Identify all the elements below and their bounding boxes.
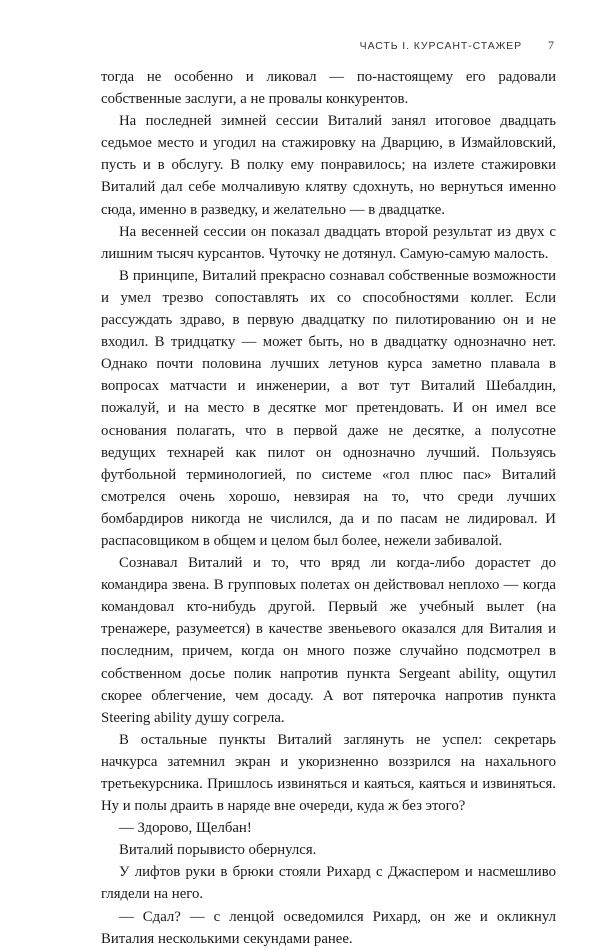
paragraph: У лифтов руки в брюки стояли Рихард с Джаспером и насмешливо глядели на него. <box>101 864 556 903</box>
paragraph: На последней зимней сессии Виталий занял итоговое двадцать седьмое место и угодил на стажировку на Дварцию, в Измайловский, пусть и в обслугу. В полку ему понравилось; на излете стажировки Виталий дал себе молчаливую клятву сдохнуть, но вернуться именно сюда, именно в разведку, и желательно — в двадцатке. <box>101 113 556 218</box>
body-text <box>101 66 556 950</box>
paragraph: Сознавал Виталий и то, что вряд ли когда-либо дорастет до командира звена. В групповых полетах он действовал неплохо — когда командовал кто-нибудь другой. Первый же учебный вылет (на тренажере, разумеется) в качестве звеньевого оказался для Виталия и последним, причем, когда он много позже случайно подсмотрел в собственном досье полик напротив пункта Sergeant ability, ощутил скорее облегчение, чем досаду. А вот пятерочка напротив пункта Steering ability душу согрела. <box>101 555 556 726</box>
paragraph: В принципе, Виталий прекрасно сознавал собственные возможности и умел трезво сопоставлять их со способностями коллег. Если рассуждать здраво, в первую двадцатку по пилотированию он и не входил. В тридцатку — может быть, но в двадцатку однозначно нет. Однако почти половина лучших летунов курса заметно плавала в вопросах матчасти и инженерии, а вот тут Виталий Шебалдин, пожалуй, и на место в десятке мог претендовать. И он имел все основания полагать, что в первой даже не десятке, а полусотне ведущих технарей как пилот он однозначно лучший. Пользуясь футбольной терминологией, по системе «гол плюс пас» Виталий смотрелся очень хорошо, невзирая на то, что среди лучших бомбардиров никогда не числился, да и по пасам не лидировал. И распасовщиком в общем и целом был более, нежели забивалой. <box>101 267 556 549</box>
dialogue-line: — Здорово, Щелбан! <box>119 820 252 837</box>
paragraph: На весенней сессии он показал двадцать второй результат из двух с лишним тысяч курсантов. Чуточку не дотянул. Самую-самую малость. <box>101 223 556 262</box>
page-number: 7 <box>548 38 554 52</box>
part-title: ЧАСТЬ I. КУРСАНТ-СТАЖЕР <box>359 40 522 52</box>
paragraph: В остальные пункты Виталий заглянуть не успел: секретарь начкурса затемнил экран и укоризненно воззрился на нахального третьекурсника. Пришлось извиняться и каяться, каяться и извиняться. Ну и полы драить в наряде вне очереди, куда ж без этого? <box>101 731 556 815</box>
paragraph: Виталий порывисто обернулся. <box>119 842 317 859</box>
running-head <box>360 38 554 53</box>
paragraph: тогда не особенно и ликовал — по-настоящему его радовали собственные заслуги, а не провалы конкурентов. <box>101 69 556 108</box>
dialogue-line: — Сдал? — с ленцой осведомился Рихард, он же и окликнул Виталия несколькими секундами ранее. <box>101 908 556 947</box>
